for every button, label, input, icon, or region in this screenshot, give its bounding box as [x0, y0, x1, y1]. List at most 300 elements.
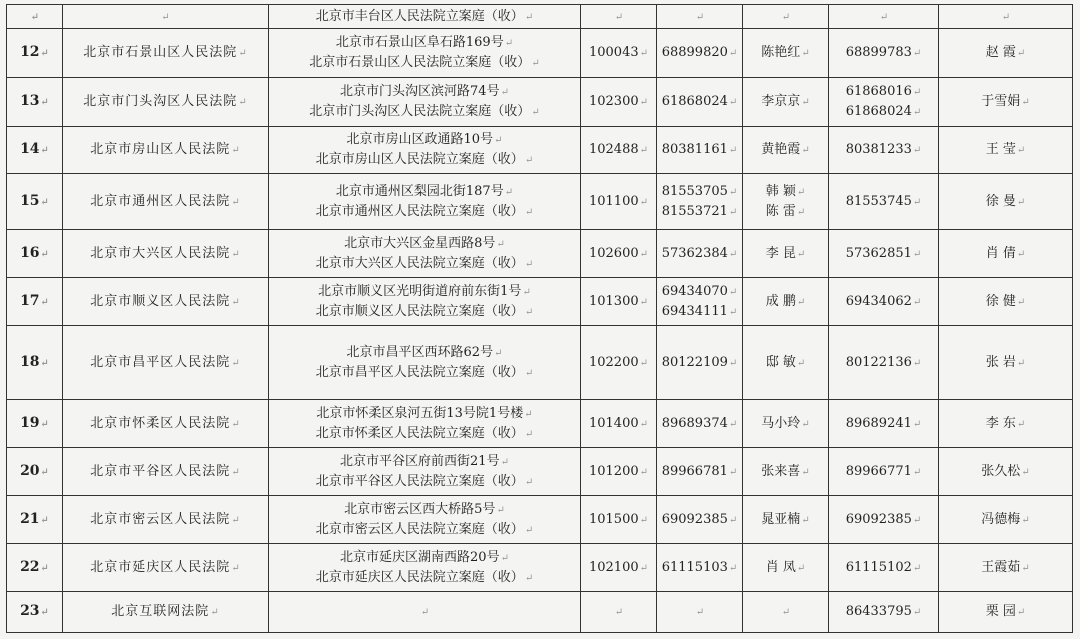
paragraph-mark-icon: ↵	[614, 607, 624, 618]
paragraph-mark-icon: ↵	[496, 504, 505, 516]
cell-line	[661, 244, 738, 264]
cell-text: 北京市顺义区人民法院立案庭（收）	[315, 303, 524, 319]
cell-line	[11, 462, 58, 482]
contact-name-cell	[743, 174, 829, 230]
cell-line	[273, 500, 576, 520]
cell-text: 86433795	[845, 604, 912, 619]
paragraph-mark-icon: ↵	[40, 248, 49, 260]
cell-line	[833, 140, 934, 160]
cell-text: 赵 霞	[985, 45, 1016, 60]
paragraph-mark-icon: ↵	[879, 11, 889, 23]
paragraph-mark-icon: ↵	[695, 607, 705, 618]
cell-line	[585, 510, 652, 530]
paragraph-mark-icon: ↵	[728, 186, 738, 198]
contact-name-cell	[743, 78, 829, 127]
phone-cell	[657, 127, 743, 174]
paragraph-mark-icon: ↵	[728, 514, 738, 526]
paragraph-mark-icon: ↵	[639, 357, 649, 369]
cell-line	[661, 182, 738, 202]
cell-line	[67, 414, 264, 434]
cell-line	[67, 602, 264, 622]
cell-text: 21	[20, 510, 40, 527]
cell-text: 徐 健	[985, 293, 1016, 309]
cell-text: 68899783	[845, 45, 912, 60]
cell-text: 栗 园	[985, 604, 1016, 619]
paragraph-mark-icon: ↵	[1016, 357, 1026, 369]
cell-line	[273, 234, 576, 254]
cell-text: 马小玲	[761, 415, 801, 431]
cell-line	[273, 182, 576, 202]
cell-line	[833, 192, 934, 212]
cell-text: 北京市房山区人民法院	[90, 142, 231, 157]
cell-text: 晁亚楠	[761, 511, 801, 527]
paragraph-mark-icon: ↵	[912, 145, 922, 156]
cell-text: 北京市延庆区湖南西路20号	[340, 549, 500, 565]
table-row	[7, 400, 1073, 448]
paragraph-mark-icon: ↵	[40, 562, 49, 574]
cell-text: 北京市怀柔区人民法院立案庭（收）	[315, 425, 524, 441]
phone2-cell	[829, 326, 939, 400]
paragraph-mark-icon: ↵	[912, 514, 922, 526]
cell-text: 69434070	[661, 283, 728, 299]
postcode-cell	[581, 400, 657, 448]
cell-line	[273, 520, 576, 540]
paragraph-mark-icon: ↵	[912, 87, 922, 98]
contact-name-cell	[743, 230, 829, 278]
phone2-cell	[829, 174, 939, 230]
contact-name-cell	[743, 496, 829, 544]
cell-text: 101200	[588, 463, 639, 479]
cell-line	[661, 602, 738, 622]
paragraph-mark-icon: ↵	[728, 466, 738, 478]
cell-text: 北京市延庆区人民法院立案庭（收）	[315, 569, 524, 585]
paragraph-mark-icon: ↵	[231, 145, 241, 156]
cell-text: 22	[20, 558, 40, 575]
address-cell	[269, 278, 581, 326]
paragraph-mark-icon: ↵	[524, 428, 534, 440]
court-name-cell	[63, 326, 269, 400]
cell-line	[273, 130, 576, 150]
cell-text: 北京市怀柔区泉河五街13号院1号楼	[316, 405, 524, 421]
cell-text: 18	[20, 353, 40, 370]
cell-line	[943, 510, 1068, 530]
cell-text: 冯德梅	[981, 511, 1021, 527]
cell-line	[747, 202, 824, 222]
cell-line	[833, 510, 934, 530]
cell-line	[585, 140, 652, 160]
cell-line	[833, 414, 934, 434]
cell-text: 北京市延庆区人民法院	[90, 559, 231, 575]
cell-line	[273, 404, 576, 424]
cell-line	[273, 343, 576, 363]
paragraph-mark-icon: ↵	[231, 514, 241, 526]
paragraph-mark-icon: ↵	[796, 248, 806, 260]
paragraph-mark-icon: ↵	[1016, 248, 1026, 260]
paragraph-mark-icon: ↵	[524, 476, 534, 488]
cell-text: 12	[20, 44, 40, 60]
cell-line	[747, 510, 824, 530]
cell-text: 57362851	[845, 245, 912, 261]
cell-text: 14	[20, 141, 40, 157]
cell-text: 北京市石景山区人民法院	[83, 45, 238, 60]
row-number-cell	[7, 544, 63, 592]
table-row	[7, 174, 1073, 230]
row-number-cell	[7, 29, 63, 78]
cell-text: 张久松	[981, 463, 1021, 479]
cell-text: 北京市怀柔区人民法院	[90, 415, 231, 431]
postcode-cell	[581, 127, 657, 174]
cell-text: 北京市大兴区人民法院立案庭（收）	[315, 255, 524, 271]
paragraph-mark-icon: ↵	[40, 466, 49, 478]
cell-line	[273, 282, 576, 302]
cell-line	[273, 424, 576, 444]
cell-line	[273, 53, 576, 73]
court-name-cell	[63, 278, 269, 326]
person-cell	[939, 174, 1073, 230]
cell-line	[67, 92, 264, 112]
cell-line	[273, 254, 576, 274]
paragraph-mark-icon: ↵	[728, 145, 738, 156]
cell-text: 61868024	[845, 104, 912, 119]
paragraph-mark-icon: ↵	[639, 296, 649, 308]
paragraph-mark-icon: ↵	[1016, 196, 1026, 208]
cell-line	[585, 92, 652, 112]
paragraph-mark-icon: ↵	[524, 524, 534, 536]
phone-cell	[657, 278, 743, 326]
contact-name-cell	[743, 127, 829, 174]
cell-text: 王霞茹	[981, 559, 1021, 575]
cell-line	[943, 43, 1068, 63]
paragraph-mark-icon: ↵	[1016, 296, 1026, 308]
paragraph-mark-icon: ↵	[781, 607, 791, 618]
cell-line	[273, 33, 576, 53]
cell-text: 13	[20, 93, 40, 109]
paragraph-mark-icon: ↵	[796, 186, 806, 198]
table-row	[7, 29, 1073, 78]
person-cell	[939, 127, 1073, 174]
phone-cell	[657, 448, 743, 496]
cell-text: 李 东	[985, 415, 1016, 431]
cell-text: 成 鹏	[765, 293, 796, 309]
postcode-cell	[581, 448, 657, 496]
cell-line	[833, 7, 934, 27]
address-cell	[269, 5, 581, 29]
cell-line	[67, 462, 264, 482]
paragraph-mark-icon: ↵	[504, 186, 514, 198]
cell-text: 19	[20, 414, 40, 431]
cell-text: 69434111	[661, 303, 728, 319]
paragraph-mark-icon: ↵	[639, 145, 649, 156]
court-name-cell	[63, 230, 269, 278]
cell-line	[943, 140, 1068, 160]
court-name-cell	[63, 78, 269, 127]
cell-text: 北京市平谷区人民法院	[90, 463, 231, 479]
paragraph-mark-icon: ↵	[639, 466, 649, 478]
address-cell	[269, 544, 581, 592]
paragraph-mark-icon: ↵	[40, 48, 49, 59]
cell-line	[11, 92, 58, 112]
cell-text: 北京市石景山区人民法院立案庭（收）	[309, 55, 531, 70]
cell-line	[833, 292, 934, 312]
paragraph-mark-icon: ↵	[801, 418, 810, 430]
postcode-cell	[581, 326, 657, 400]
postcode-cell	[581, 174, 657, 230]
paragraph-mark-icon: ↵	[524, 155, 534, 166]
paragraph-mark-icon: ↵	[912, 248, 922, 260]
cell-line	[833, 353, 934, 373]
row-number-cell	[7, 5, 63, 29]
table-row	[7, 592, 1073, 633]
paragraph-mark-icon: ↵	[912, 466, 922, 478]
paragraph-mark-icon: ↵	[40, 607, 49, 618]
paragraph-mark-icon: ↵	[494, 347, 503, 359]
row-number-cell	[7, 326, 63, 400]
row-number-cell	[7, 78, 63, 127]
cell-line	[585, 602, 652, 622]
cell-line	[585, 43, 652, 63]
cell-line	[273, 150, 576, 170]
cell-line	[661, 302, 738, 322]
phone2-cell	[829, 278, 939, 326]
paragraph-mark-icon: ↵	[728, 306, 738, 318]
cell-line	[585, 353, 652, 373]
cell-text: 23	[20, 603, 40, 619]
cell-line	[747, 462, 824, 482]
paragraph-mark-icon: ↵	[231, 562, 241, 574]
cell-text: 80122136	[845, 354, 912, 370]
paragraph-mark-icon: ↵	[500, 552, 509, 564]
cell-text: 68899820	[661, 45, 728, 60]
cell-line	[11, 414, 58, 434]
table-row	[7, 78, 1073, 127]
cell-text: 89966771	[845, 463, 912, 479]
cell-line	[67, 140, 264, 160]
phone2-cell	[829, 544, 939, 592]
cell-text: 80122109	[661, 354, 728, 370]
paragraph-mark-icon: ↵	[504, 38, 514, 49]
paragraph-mark-icon: ↵	[801, 145, 810, 156]
court-name-cell	[63, 496, 269, 544]
paragraph-mark-icon: ↵	[524, 408, 533, 420]
paragraph-mark-icon: ↵	[524, 306, 534, 318]
paragraph-mark-icon: ↵	[524, 367, 534, 379]
paragraph-mark-icon: ↵	[1016, 145, 1026, 156]
cell-text: 80381233	[845, 142, 912, 157]
cell-text: 61868024	[661, 94, 728, 109]
cell-text: 北京市昌平区西环路62号	[346, 344, 494, 360]
paragraph-mark-icon: ↵	[639, 418, 649, 430]
cell-text: 102488	[588, 142, 639, 157]
paragraph-mark-icon: ↵	[1021, 514, 1030, 526]
cell-text: 张 岩	[985, 354, 1016, 370]
paragraph-mark-icon: ↵	[728, 48, 738, 59]
address-cell	[269, 78, 581, 127]
phone2-cell	[829, 78, 939, 127]
cell-text: 20	[20, 462, 40, 479]
cell-line	[273, 82, 576, 102]
contact-name-cell	[743, 278, 829, 326]
paragraph-mark-icon: ↵	[912, 296, 922, 308]
paragraph-mark-icon: ↵	[912, 357, 922, 369]
row-number-cell	[7, 127, 63, 174]
cell-text: 北京市门头沟区人民法院	[83, 94, 238, 109]
cell-line	[661, 140, 738, 160]
paragraph-mark-icon: ↵	[524, 572, 534, 584]
paragraph-mark-icon: ↵	[231, 357, 241, 369]
cell-text: 北京市门头沟区滨河路74号	[340, 84, 500, 99]
cell-line	[661, 92, 738, 112]
row-number-cell	[7, 496, 63, 544]
phone-cell	[657, 326, 743, 400]
cell-line	[833, 602, 934, 622]
row-number-cell	[7, 230, 63, 278]
paragraph-mark-icon: ↵	[796, 206, 806, 218]
cell-text: 北京市顺义区人民法院	[90, 293, 231, 309]
cell-line	[943, 244, 1068, 264]
cell-text: 北京市昌平区人民法院	[90, 354, 231, 370]
cell-line	[11, 244, 58, 264]
cell-text: 北京市平谷区府前西街21号	[340, 453, 500, 469]
cell-text: 北京市房山区人民法院立案庭（收）	[315, 152, 524, 167]
table-row	[7, 5, 1073, 29]
cell-text: 北京市丰台区人民法院立案庭（收）	[315, 8, 524, 24]
cell-text: 北京市房山区政通路10号	[346, 132, 494, 147]
paragraph-mark-icon: ↵	[1021, 562, 1030, 574]
postcode-cell	[581, 230, 657, 278]
paragraph-mark-icon: ↵	[500, 87, 509, 98]
paragraph-mark-icon: ↵	[912, 418, 922, 430]
cell-line	[11, 7, 58, 27]
cell-line	[11, 353, 58, 373]
cell-line	[273, 472, 576, 492]
cell-text: 于雪娟	[981, 94, 1021, 109]
cell-line	[833, 558, 934, 578]
cell-text: 李 昆	[765, 245, 796, 261]
paragraph-mark-icon: ↵	[912, 562, 922, 574]
paragraph-mark-icon: ↵	[639, 48, 649, 59]
cell-line	[273, 568, 576, 588]
person-cell	[939, 592, 1073, 633]
paragraph-mark-icon: ↵	[639, 97, 649, 108]
cell-line	[11, 43, 58, 63]
court-contact-table	[6, 4, 1073, 633]
person-cell	[939, 5, 1073, 29]
cell-text: 北京市大兴区人民法院	[90, 245, 231, 261]
cell-line	[943, 92, 1068, 112]
contact-name-cell	[743, 448, 829, 496]
paragraph-mark-icon: ↵	[912, 107, 922, 118]
paragraph-mark-icon: ↵	[1016, 48, 1026, 59]
paragraph-mark-icon: ↵	[522, 286, 531, 298]
paragraph-mark-icon: ↵	[40, 514, 49, 526]
address-cell	[269, 174, 581, 230]
phone-cell	[657, 5, 743, 29]
address-cell	[269, 326, 581, 400]
paragraph-mark-icon: ↵	[801, 97, 810, 108]
cell-line	[747, 140, 824, 160]
cell-text: 北京市平谷区人民法院立案庭（收）	[315, 473, 524, 489]
court-name-cell	[63, 29, 269, 78]
contact-name-cell	[743, 5, 829, 29]
cell-text: 北京市密云区西大桥路5号	[344, 501, 496, 517]
paragraph-mark-icon: ↵	[912, 48, 922, 59]
person-cell	[939, 230, 1073, 278]
cell-line	[11, 140, 58, 160]
cell-line	[943, 558, 1068, 578]
paragraph-mark-icon: ↵	[40, 145, 49, 156]
contact-name-cell	[743, 29, 829, 78]
contact-name-cell	[743, 326, 829, 400]
phone-cell	[657, 230, 743, 278]
address-cell	[269, 127, 581, 174]
paragraph-mark-icon: ↵	[639, 248, 649, 260]
row-number-cell	[7, 174, 63, 230]
paragraph-mark-icon: ↵	[728, 97, 738, 108]
paragraph-mark-icon: ↵	[524, 258, 534, 270]
postcode-cell	[581, 592, 657, 633]
cell-line	[585, 244, 652, 264]
paragraph-mark-icon: ↵	[801, 48, 810, 59]
postcode-cell	[581, 5, 657, 29]
cell-line	[833, 82, 934, 102]
cell-text: 北京市通州区梨园北街187号	[335, 183, 504, 199]
paragraph-mark-icon: ↵	[161, 11, 171, 23]
cell-text: 陈 雷	[765, 203, 796, 219]
table-row	[7, 278, 1073, 326]
phone-cell	[657, 496, 743, 544]
row-number-cell	[7, 592, 63, 633]
cell-text: 肖 倩	[985, 245, 1016, 261]
paragraph-mark-icon: ↵	[639, 514, 649, 526]
phone-cell	[657, 592, 743, 633]
cell-text: 黄艳霞	[761, 142, 801, 157]
cell-text: 邸 敏	[765, 354, 796, 370]
row-number-cell	[7, 400, 63, 448]
cell-text: 101500	[588, 511, 639, 527]
cell-line	[833, 102, 934, 122]
cell-text: 61115102	[845, 559, 912, 575]
cell-line	[661, 510, 738, 530]
cell-line	[661, 462, 738, 482]
cell-line	[661, 414, 738, 434]
cell-text: 61115103	[661, 559, 728, 575]
cell-line	[943, 602, 1068, 622]
paragraph-mark-icon: ↵	[1001, 11, 1011, 23]
paragraph-mark-icon: ↵	[231, 248, 241, 260]
cell-line	[11, 510, 58, 530]
table-row	[7, 544, 1073, 592]
cell-line	[661, 43, 738, 63]
paragraph-mark-icon: ↵	[494, 135, 503, 146]
paragraph-mark-icon: ↵	[796, 562, 806, 574]
cell-text: 北京市大兴区金星西路8号	[344, 235, 496, 251]
paragraph-mark-icon: ↵	[614, 11, 624, 23]
court-name-cell	[63, 592, 269, 633]
cell-text: 89689374	[661, 415, 728, 431]
cell-line	[67, 292, 264, 312]
address-cell	[269, 400, 581, 448]
cell-line	[833, 43, 934, 63]
contact-name-cell	[743, 592, 829, 633]
paragraph-mark-icon: ↵	[801, 514, 810, 526]
paragraph-mark-icon: ↵	[524, 11, 534, 23]
cell-line	[747, 7, 824, 27]
cell-text: 北京市顺义区光明街道府前东街1号	[318, 283, 522, 299]
paragraph-mark-icon: ↵	[531, 107, 540, 118]
cell-line	[585, 292, 652, 312]
paragraph-mark-icon: ↵	[639, 562, 649, 574]
cell-line	[67, 43, 264, 63]
